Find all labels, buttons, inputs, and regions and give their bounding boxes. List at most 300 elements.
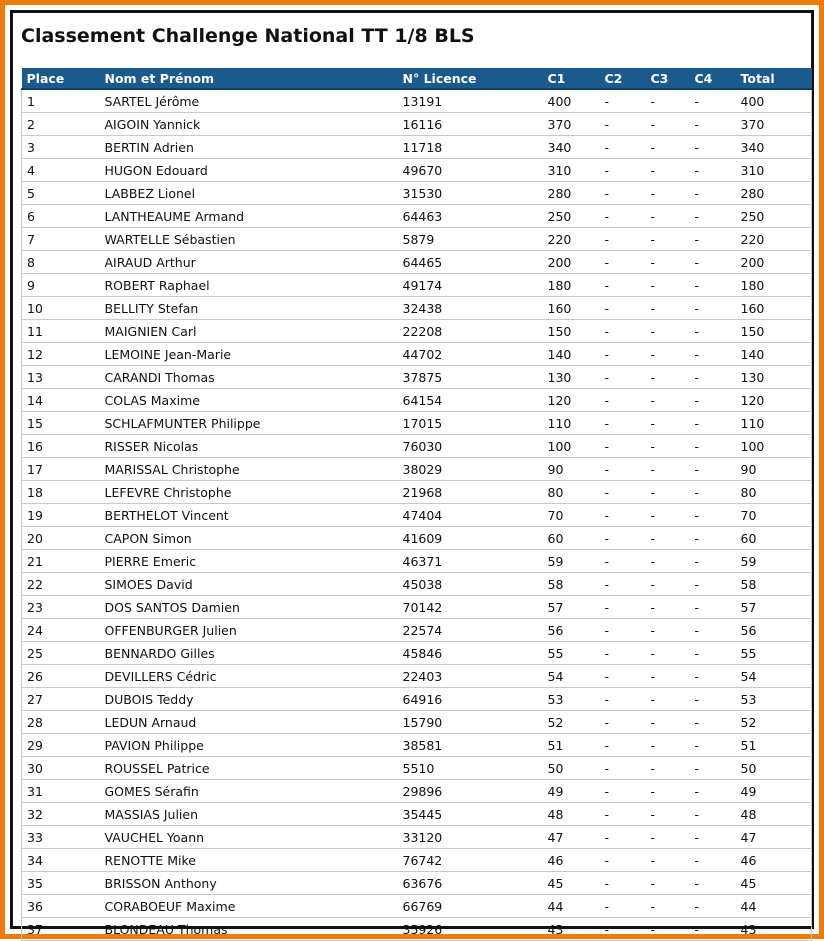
- c3-cell: -: [646, 849, 690, 872]
- c1-cell: 51: [543, 734, 600, 757]
- c1-cell: 370: [543, 113, 600, 136]
- c3-cell: -: [646, 205, 690, 228]
- name-cell: DUBOIS Teddy: [100, 688, 398, 711]
- c1-cell: 250: [543, 205, 600, 228]
- c2-cell: -: [600, 734, 646, 757]
- place-cell: 24: [22, 619, 100, 642]
- total-cell: 250: [736, 205, 812, 228]
- c4-cell: -: [690, 849, 736, 872]
- table-row: [22, 504, 812, 527]
- place-cell: 12: [22, 343, 100, 366]
- c3-cell: -: [646, 389, 690, 412]
- licence-cell: 46371: [398, 550, 543, 573]
- c2-cell: -: [600, 389, 646, 412]
- total-cell: 140: [736, 343, 812, 366]
- place-cell: 33: [22, 826, 100, 849]
- table-row: [22, 274, 812, 297]
- licence-cell: 64154: [398, 389, 543, 412]
- place-cell: 15: [22, 412, 100, 435]
- total-cell: 52: [736, 711, 812, 734]
- place-cell: 9: [22, 274, 100, 297]
- c2-cell: -: [600, 504, 646, 527]
- licence-cell: 45038: [398, 573, 543, 596]
- c2-cell: -: [600, 458, 646, 481]
- licence-cell: 64465: [398, 251, 543, 274]
- c3-cell: -: [646, 297, 690, 320]
- name-cell: AIGOIN Yannick: [100, 113, 398, 136]
- page-panel: [10, 10, 814, 937]
- licence-cell: 22574: [398, 619, 543, 642]
- c3-cell: -: [646, 527, 690, 550]
- c3-cell: -: [646, 573, 690, 596]
- c1-cell: 43: [543, 918, 600, 941]
- place-cell: 27: [22, 688, 100, 711]
- name-cell: BELLITY Stefan: [100, 297, 398, 320]
- c1-cell: 47: [543, 826, 600, 849]
- licence-cell: 37875: [398, 366, 543, 389]
- c1-cell: 60: [543, 527, 600, 550]
- c4-cell: -: [690, 780, 736, 803]
- c3-cell: -: [646, 412, 690, 435]
- name-cell: LEDUN Arnaud: [100, 711, 398, 734]
- c3-cell: -: [646, 688, 690, 711]
- total-cell: 51: [736, 734, 812, 757]
- total-cell: 54: [736, 665, 812, 688]
- table-row: [22, 205, 812, 228]
- c2-cell: -: [600, 527, 646, 550]
- place-cell: 6: [22, 205, 100, 228]
- table-row: [22, 757, 812, 780]
- name-cell: RISSER Nicolas: [100, 435, 398, 458]
- c2-cell: -: [600, 757, 646, 780]
- name-cell: COLAS Maxime: [100, 389, 398, 412]
- licence-cell: 49174: [398, 274, 543, 297]
- c3-cell: -: [646, 435, 690, 458]
- place-cell: 20: [22, 527, 100, 550]
- table-row: [22, 711, 812, 734]
- c2-cell: -: [600, 872, 646, 895]
- c4-cell: -: [690, 136, 736, 159]
- total-cell: 100: [736, 435, 812, 458]
- c1-cell: 220: [543, 228, 600, 251]
- name-cell: LEFEVRE Christophe: [100, 481, 398, 504]
- c1-cell: 57: [543, 596, 600, 619]
- total-cell: 48: [736, 803, 812, 826]
- c3-cell: -: [646, 274, 690, 297]
- place-cell: 26: [22, 665, 100, 688]
- table-row: [22, 803, 812, 826]
- c1-cell: 50: [543, 757, 600, 780]
- c2-cell: -: [600, 297, 646, 320]
- name-cell: SARTEL Jérôme: [100, 89, 398, 113]
- licence-cell: 49670: [398, 159, 543, 182]
- header-licence: N° Licence: [398, 68, 543, 89]
- place-cell: 36: [22, 895, 100, 918]
- table-row: [22, 159, 812, 182]
- name-cell: PIERRE Emeric: [100, 550, 398, 573]
- c2-cell: -: [600, 136, 646, 159]
- c3-cell: -: [646, 665, 690, 688]
- c2-cell: -: [600, 343, 646, 366]
- c1-cell: 58: [543, 573, 600, 596]
- c3-cell: -: [646, 642, 690, 665]
- place-cell: 30: [22, 757, 100, 780]
- licence-cell: 17015: [398, 412, 543, 435]
- c4-cell: -: [690, 918, 736, 941]
- c2-cell: -: [600, 274, 646, 297]
- c3-cell: -: [646, 182, 690, 205]
- c4-cell: -: [690, 297, 736, 320]
- total-cell: 56: [736, 619, 812, 642]
- c1-cell: 160: [543, 297, 600, 320]
- c4-cell: -: [690, 389, 736, 412]
- name-cell: DOS SANTOS Damien: [100, 596, 398, 619]
- c3-cell: -: [646, 550, 690, 573]
- c4-cell: -: [690, 665, 736, 688]
- place-cell: 31: [22, 780, 100, 803]
- c3-cell: -: [646, 734, 690, 757]
- place-cell: 13: [22, 366, 100, 389]
- c1-cell: 280: [543, 182, 600, 205]
- total-cell: 220: [736, 228, 812, 251]
- header-c2: C2: [600, 68, 646, 89]
- licence-cell: 35926: [398, 918, 543, 941]
- c1-cell: 45: [543, 872, 600, 895]
- ranking-table: [21, 68, 812, 941]
- place-cell: 37: [22, 918, 100, 941]
- total-cell: 46: [736, 849, 812, 872]
- table-row: [22, 136, 812, 159]
- c2-cell: -: [600, 481, 646, 504]
- table-row: [22, 113, 812, 136]
- c3-cell: -: [646, 343, 690, 366]
- c4-cell: -: [690, 550, 736, 573]
- place-cell: 7: [22, 228, 100, 251]
- licence-cell: 22403: [398, 665, 543, 688]
- total-cell: 310: [736, 159, 812, 182]
- total-cell: 340: [736, 136, 812, 159]
- name-cell: BRISSON Anthony: [100, 872, 398, 895]
- header-name: Nom et Prénom: [100, 68, 398, 89]
- place-cell: 8: [22, 251, 100, 274]
- header-c3: C3: [646, 68, 690, 89]
- c1-cell: 90: [543, 458, 600, 481]
- c2-cell: -: [600, 205, 646, 228]
- c4-cell: -: [690, 205, 736, 228]
- c3-cell: -: [646, 136, 690, 159]
- table-row: [22, 481, 812, 504]
- c3-cell: -: [646, 596, 690, 619]
- c4-cell: -: [690, 895, 736, 918]
- c1-cell: 55: [543, 642, 600, 665]
- name-cell: DEVILLERS Cédric: [100, 665, 398, 688]
- place-cell: 2: [22, 113, 100, 136]
- total-cell: 53: [736, 688, 812, 711]
- c1-cell: 150: [543, 320, 600, 343]
- c2-cell: -: [600, 182, 646, 205]
- table-row: [22, 872, 812, 895]
- place-cell: 29: [22, 734, 100, 757]
- licence-cell: 32438: [398, 297, 543, 320]
- c4-cell: -: [690, 757, 736, 780]
- total-cell: 150: [736, 320, 812, 343]
- name-cell: BERTHELOT Vincent: [100, 504, 398, 527]
- table-row: [22, 780, 812, 803]
- c2-cell: -: [600, 412, 646, 435]
- table-row: [22, 826, 812, 849]
- table-row: [22, 89, 812, 113]
- header-total: Total: [736, 68, 812, 89]
- name-cell: SCHLAFMUNTER Philippe: [100, 412, 398, 435]
- c2-cell: -: [600, 573, 646, 596]
- header-c1: C1: [543, 68, 600, 89]
- c4-cell: -: [690, 596, 736, 619]
- total-cell: 57: [736, 596, 812, 619]
- place-cell: 34: [22, 849, 100, 872]
- c2-cell: -: [600, 320, 646, 343]
- total-cell: 80: [736, 481, 812, 504]
- c2-cell: -: [600, 918, 646, 941]
- c1-cell: 130: [543, 366, 600, 389]
- c3-cell: -: [646, 803, 690, 826]
- licence-cell: 76742: [398, 849, 543, 872]
- c3-cell: -: [646, 918, 690, 941]
- c4-cell: -: [690, 619, 736, 642]
- c1-cell: 340: [543, 136, 600, 159]
- c4-cell: -: [690, 274, 736, 297]
- c3-cell: -: [646, 89, 690, 113]
- c2-cell: -: [600, 895, 646, 918]
- licence-cell: 29896: [398, 780, 543, 803]
- total-cell: 50: [736, 757, 812, 780]
- licence-cell: 38581: [398, 734, 543, 757]
- c4-cell: -: [690, 688, 736, 711]
- table-row: [22, 550, 812, 573]
- c4-cell: -: [690, 734, 736, 757]
- c3-cell: -: [646, 458, 690, 481]
- c2-cell: -: [600, 251, 646, 274]
- name-cell: LEMOINE Jean-Marie: [100, 343, 398, 366]
- licence-cell: 5510: [398, 757, 543, 780]
- table-row: [22, 918, 812, 941]
- table-row: [22, 366, 812, 389]
- c1-cell: 200: [543, 251, 600, 274]
- c2-cell: -: [600, 665, 646, 688]
- place-cell: 19: [22, 504, 100, 527]
- c4-cell: -: [690, 89, 736, 113]
- c2-cell: -: [600, 826, 646, 849]
- c4-cell: -: [690, 481, 736, 504]
- c1-cell: 53: [543, 688, 600, 711]
- place-cell: 4: [22, 159, 100, 182]
- c1-cell: 100: [543, 435, 600, 458]
- c4-cell: -: [690, 182, 736, 205]
- table-row: [22, 573, 812, 596]
- place-cell: 35: [22, 872, 100, 895]
- c4-cell: -: [690, 573, 736, 596]
- name-cell: AIRAUD Arthur: [100, 251, 398, 274]
- licence-cell: 13191: [398, 89, 543, 113]
- table-row: [22, 389, 812, 412]
- table-row: [22, 688, 812, 711]
- table-row: [22, 297, 812, 320]
- c3-cell: -: [646, 504, 690, 527]
- licence-cell: 5879: [398, 228, 543, 251]
- licence-cell: 16116: [398, 113, 543, 136]
- c3-cell: -: [646, 159, 690, 182]
- c1-cell: 140: [543, 343, 600, 366]
- table-row: [22, 849, 812, 872]
- licence-cell: 64916: [398, 688, 543, 711]
- c4-cell: -: [690, 504, 736, 527]
- name-cell: VAUCHEL Yoann: [100, 826, 398, 849]
- total-cell: 130: [736, 366, 812, 389]
- c3-cell: -: [646, 619, 690, 642]
- licence-cell: 35445: [398, 803, 543, 826]
- c2-cell: -: [600, 619, 646, 642]
- c1-cell: 44: [543, 895, 600, 918]
- place-cell: 18: [22, 481, 100, 504]
- place-cell: 17: [22, 458, 100, 481]
- table-row: [22, 435, 812, 458]
- c1-cell: 56: [543, 619, 600, 642]
- name-cell: HUGON Edouard: [100, 159, 398, 182]
- c2-cell: -: [600, 113, 646, 136]
- table-row: [22, 251, 812, 274]
- c1-cell: 59: [543, 550, 600, 573]
- c3-cell: -: [646, 872, 690, 895]
- c4-cell: -: [690, 251, 736, 274]
- place-cell: 1: [22, 89, 100, 113]
- total-cell: 370: [736, 113, 812, 136]
- c3-cell: -: [646, 320, 690, 343]
- place-cell: 14: [22, 389, 100, 412]
- c4-cell: -: [690, 527, 736, 550]
- table-row: [22, 527, 812, 550]
- name-cell: CARANDI Thomas: [100, 366, 398, 389]
- c4-cell: -: [690, 228, 736, 251]
- c4-cell: -: [690, 435, 736, 458]
- table-row: [22, 458, 812, 481]
- c2-cell: -: [600, 89, 646, 113]
- place-cell: 32: [22, 803, 100, 826]
- c1-cell: 80: [543, 481, 600, 504]
- total-cell: 47: [736, 826, 812, 849]
- total-cell: 90: [736, 458, 812, 481]
- name-cell: MASSIAS Julien: [100, 803, 398, 826]
- c2-cell: -: [600, 596, 646, 619]
- licence-cell: 63676: [398, 872, 543, 895]
- place-cell: 28: [22, 711, 100, 734]
- licence-cell: 38029: [398, 458, 543, 481]
- c1-cell: 48: [543, 803, 600, 826]
- total-cell: 49: [736, 780, 812, 803]
- name-cell: MAIGNIEN Carl: [100, 320, 398, 343]
- total-cell: 160: [736, 297, 812, 320]
- c2-cell: -: [600, 688, 646, 711]
- name-cell: CORABOEUF Maxime: [100, 895, 398, 918]
- licence-cell: 76030: [398, 435, 543, 458]
- total-cell: 110: [736, 412, 812, 435]
- c2-cell: -: [600, 803, 646, 826]
- licence-cell: 22208: [398, 320, 543, 343]
- c2-cell: -: [600, 711, 646, 734]
- name-cell: ROBERT Raphael: [100, 274, 398, 297]
- c2-cell: -: [600, 159, 646, 182]
- place-cell: 25: [22, 642, 100, 665]
- name-cell: SIMOES David: [100, 573, 398, 596]
- table-row: [22, 734, 812, 757]
- total-cell: 120: [736, 389, 812, 412]
- c4-cell: -: [690, 320, 736, 343]
- c4-cell: -: [690, 113, 736, 136]
- c3-cell: -: [646, 780, 690, 803]
- c3-cell: -: [646, 826, 690, 849]
- name-cell: LABBEZ Lionel: [100, 182, 398, 205]
- licence-cell: 41609: [398, 527, 543, 550]
- licence-cell: 11718: [398, 136, 543, 159]
- c3-cell: -: [646, 251, 690, 274]
- c4-cell: -: [690, 642, 736, 665]
- total-cell: 200: [736, 251, 812, 274]
- place-cell: 11: [22, 320, 100, 343]
- name-cell: BLONDEAU Thomas: [100, 918, 398, 941]
- name-cell: LANTHEAUME Armand: [100, 205, 398, 228]
- table-row: [22, 619, 812, 642]
- c2-cell: -: [600, 366, 646, 389]
- total-cell: 55: [736, 642, 812, 665]
- c4-cell: -: [690, 366, 736, 389]
- c3-cell: -: [646, 757, 690, 780]
- c4-cell: -: [690, 711, 736, 734]
- c4-cell: -: [690, 803, 736, 826]
- place-cell: 21: [22, 550, 100, 573]
- name-cell: CAPON Simon: [100, 527, 398, 550]
- name-cell: OFFENBURGER Julien: [100, 619, 398, 642]
- table-row: [22, 642, 812, 665]
- c4-cell: -: [690, 343, 736, 366]
- name-cell: WARTELLE Sébastien: [100, 228, 398, 251]
- table-row: [22, 596, 812, 619]
- c3-cell: -: [646, 711, 690, 734]
- c3-cell: -: [646, 895, 690, 918]
- c3-cell: -: [646, 366, 690, 389]
- c3-cell: -: [646, 228, 690, 251]
- total-cell: 44: [736, 895, 812, 918]
- c3-cell: -: [646, 113, 690, 136]
- c1-cell: 110: [543, 412, 600, 435]
- c4-cell: -: [690, 872, 736, 895]
- c2-cell: -: [600, 849, 646, 872]
- licence-cell: 70142: [398, 596, 543, 619]
- c3-cell: -: [646, 481, 690, 504]
- c1-cell: 52: [543, 711, 600, 734]
- place-cell: 22: [22, 573, 100, 596]
- total-cell: 70: [736, 504, 812, 527]
- table-row: [22, 320, 812, 343]
- name-cell: MARISSAL Christophe: [100, 458, 398, 481]
- c2-cell: -: [600, 435, 646, 458]
- licence-cell: 21968: [398, 481, 543, 504]
- name-cell: ROUSSEL Patrice: [100, 757, 398, 780]
- licence-cell: 47404: [398, 504, 543, 527]
- c2-cell: -: [600, 228, 646, 251]
- c4-cell: -: [690, 159, 736, 182]
- c1-cell: 180: [543, 274, 600, 297]
- name-cell: GOMES Sérafin: [100, 780, 398, 803]
- c2-cell: -: [600, 780, 646, 803]
- licence-cell: 64463: [398, 205, 543, 228]
